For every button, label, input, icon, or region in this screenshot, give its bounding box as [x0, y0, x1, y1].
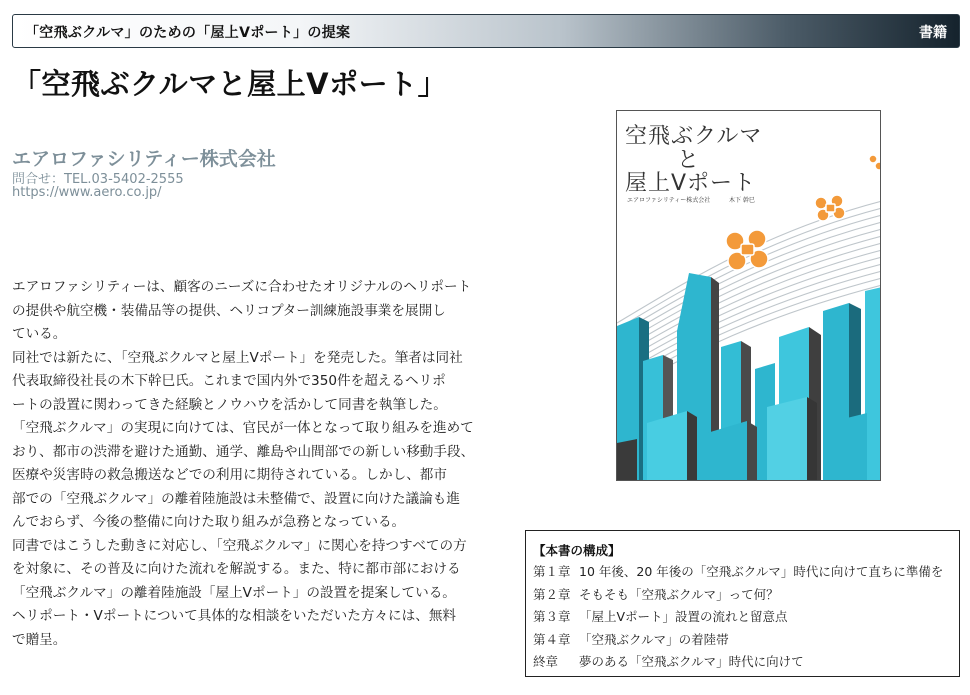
body-line: 部での「空飛ぶクルマ」の離着陸施設は未整備で、設置に向けた議論も進 [12, 490, 460, 507]
body-line: んでおらず、今後の整備に向けた取り組みが急務となっている。 [12, 514, 406, 530]
body-line: ている。 [12, 326, 67, 342]
toc-heading: 【本書の構成】 [533, 543, 621, 558]
company-tel: 問合せ：TEL.03-5402-2555 [12, 172, 184, 187]
body-line: 代表取締役社長の木下幹巳氏。これまで国内外で350件を超えるヘリポ [12, 373, 446, 389]
cover-publisher: エアロファシリティー株式会社 [627, 197, 711, 204]
toc-chapter-title: 10 年後、20 年後の「空飛ぶクルマ」時代に向けて直ちに準備を [579, 564, 944, 579]
body-line: 医療や災害時の救急搬送などでの利用に期待されている。しかし、都市 [12, 467, 447, 483]
body-line: ートの設置に関わってきた経験とノウハウを活かして同書を執筆した。 [12, 396, 447, 413]
toc-item [533, 562, 958, 585]
toc-chapter-number: 第１章 [533, 564, 571, 579]
toc-item [533, 652, 958, 675]
cover-author: 木下 幹巳 [729, 197, 755, 204]
toc-item [533, 630, 958, 653]
toc-chapter-number: 第４章 [533, 631, 571, 647]
body-line: を対象に、その普及に向けた流れを解説する。また、特に都市部における [12, 561, 461, 577]
cover-title-line1: 空飛ぶクルマ [625, 124, 763, 149]
body-line: ヘリポート・Vポートについて具体的な相談をいただいた方々には、無料 [12, 608, 457, 624]
toc-item [533, 607, 958, 630]
book-cover-image [616, 110, 881, 481]
body-line: 「空飛ぶクルマ」の離着陸施設「屋上Vポート」の設置を提案している。 [12, 584, 456, 601]
header-category: 書籍 [919, 25, 947, 41]
toc-chapter-title: 夢のある「空飛ぶクルマ」時代に向けて [579, 654, 804, 670]
body-line: の提供や航空機・装備品等の提供、ヘリコプター訓練施設事業を展開し [12, 302, 446, 319]
cover-title-line2: と [677, 148, 700, 173]
toc-chapter-number: 第３章 [533, 609, 571, 625]
company-url[interactable]: https://www.aero.co.jp/ [12, 185, 162, 200]
toc-chapter-title: 「空飛ぶクルマ」の着陸帯 [579, 631, 729, 647]
header-title: 「空飛ぶクルマ」のための「屋上Vポート」の提案 [25, 25, 351, 41]
company-name: エアロファシリティー株式会社 [12, 148, 276, 170]
article-body [12, 276, 480, 652]
table-of-contents-box [525, 530, 960, 677]
cover-title-line3: 屋上Vポート [625, 171, 757, 196]
toc-chapter-title: そもそも「空飛ぶクルマ」って何？ [579, 586, 779, 602]
body-line: 同社では新たに、「空飛ぶクルマと屋上Vポート」を発売した。筆者は同社 [12, 349, 463, 366]
body-line: おり、都市の渋滞を避けた通勤、通学、離島や山間部での新しい移動手段、 [12, 443, 475, 460]
toc-chapter-number: 第２章 [533, 586, 571, 602]
body-line: 「空飛ぶクルマ」の実現に向けては、官民が一体となって取り組みを進めて [12, 420, 474, 436]
header-bar [12, 14, 960, 48]
page-title: 「空飛ぶクルマと屋上Vポート」 [12, 67, 448, 101]
toc-item [533, 585, 958, 608]
body-line: 同書ではこうした動きに対応し、「空飛ぶクルマ」に関心を持つすべての方 [12, 537, 467, 554]
body-line: で贈呈。 [12, 631, 67, 648]
toc-list [533, 562, 958, 675]
toc-chapter-title: 「屋上Vポート」設置の流れと留意点 [579, 609, 788, 625]
toc-chapter-number: 終章 [533, 654, 559, 670]
body-line: エアロファシリティーは、顧客のニーズに合わせたオリジナルのヘリポート [12, 279, 472, 295]
